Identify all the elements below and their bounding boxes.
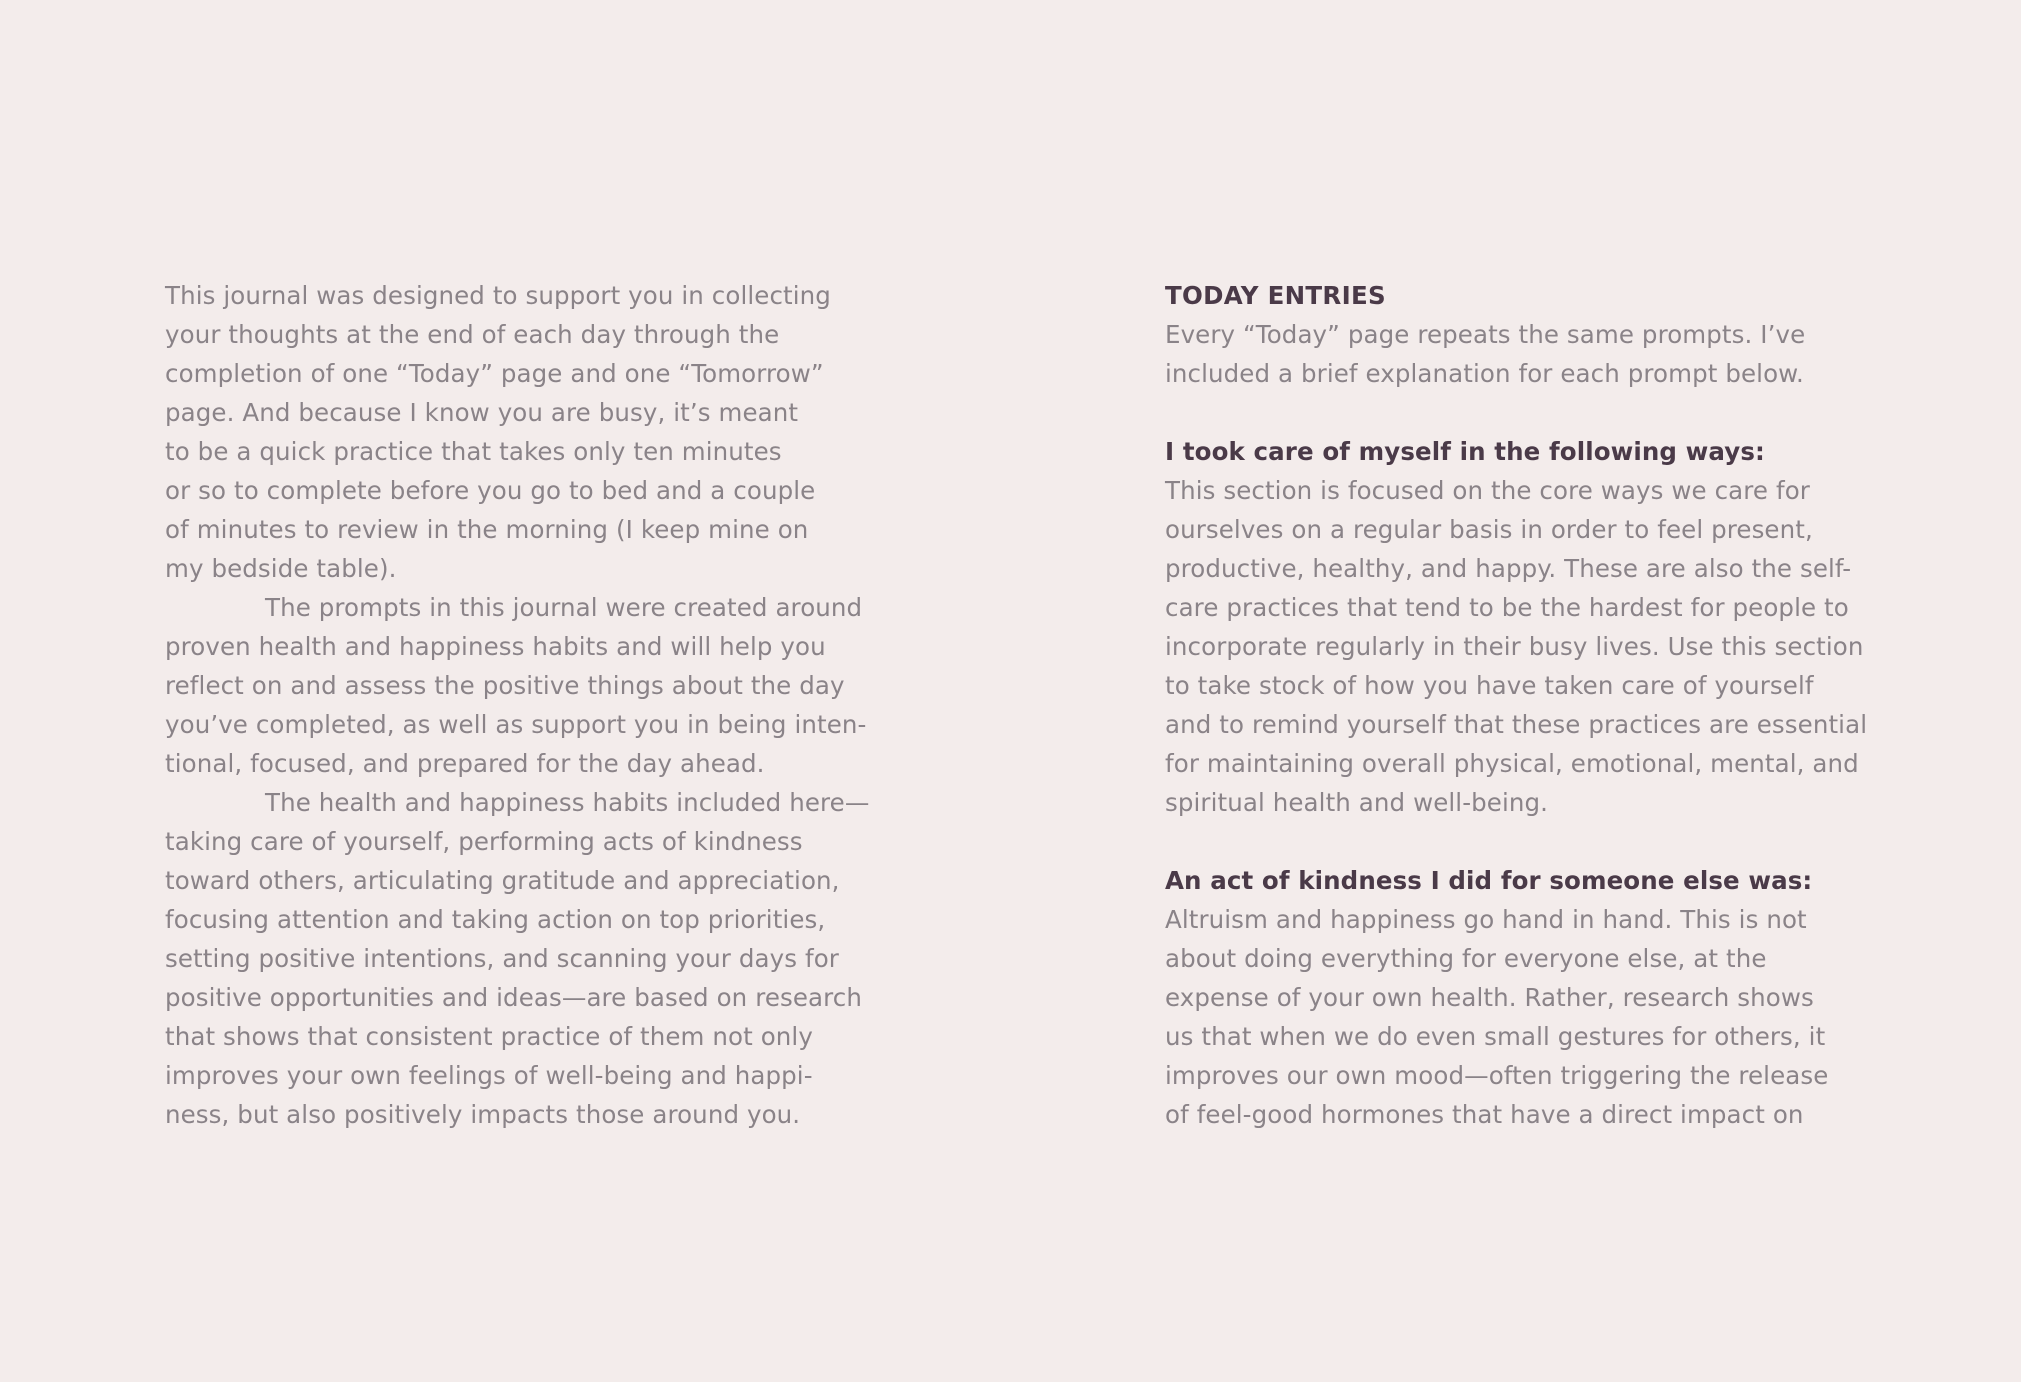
body-line-indented: The health and happiness habits included here—	[265, 788, 870, 817]
body-line: incorporate regularly in their busy lives. Use this section	[1165, 632, 1864, 661]
body-line: us that when we do even small gestures for others, it	[1165, 1022, 1826, 1051]
body-line: proven health and happiness habits and will help you	[165, 632, 826, 661]
body-line: for maintaining overall physical, emotional, mental, and	[1165, 749, 1859, 778]
body-line: completion of one “Today” page and one “Tomorrow”	[165, 359, 824, 388]
body-line: focusing attention and taking action on top priorities,	[165, 905, 826, 934]
body-line: of minutes to review in the morning (I keep mine on	[165, 515, 809, 544]
right-page	[1010, 0, 2020, 1382]
body-line: reflect on and assess the positive things about the day	[165, 671, 845, 700]
right-page-body	[1165, 276, 1925, 1134]
body-line: expense of your own health. Rather, research shows	[1165, 983, 1814, 1012]
prompt-title-self-care: I took care of myself in the following ways:	[1165, 437, 1765, 466]
intro-line: Every “Today” page repeats the same prompts. I’ve	[1165, 320, 1806, 349]
left-page-body	[165, 276, 905, 1134]
body-line: ourselves on a regular basis in order to feel present,	[1165, 515, 1813, 544]
body-line: positive opportunities and ideas—are based on research	[165, 983, 862, 1012]
body-line: improves your own feelings of well-being and happi-	[165, 1061, 813, 1090]
body-line: page. And because I know you are busy, it’s meant	[165, 398, 799, 427]
prompt-title-kindness: An act of kindness I did for someone else was:	[1165, 866, 1813, 895]
spacer	[1165, 822, 1925, 861]
body-line: setting positive intentions, and scanning your days for	[165, 944, 839, 973]
body-line: toward others, articulating gratitude and appreciation,	[165, 866, 840, 895]
body-line: ness, but also positively impacts those around you.	[165, 1100, 801, 1129]
section-heading: TODAY ENTRIES	[1165, 281, 1386, 310]
body-line: spiritual health and well-being.	[1165, 788, 1549, 817]
body-line-indented: The prompts in this journal were created around	[265, 593, 863, 622]
body-line: taking care of yourself, performing acts of kindness	[165, 827, 803, 856]
body-line: your thoughts at the end of each day through the	[165, 320, 780, 349]
body-line: Altruism and happiness go hand in hand. This is not	[1165, 905, 1807, 934]
body-line: to take stock of how you have taken care of yourself	[1165, 671, 1814, 700]
body-line: and to remind yourself that these practices are essential	[1165, 710, 1868, 739]
body-line: about doing everything for everyone else, at the	[1165, 944, 1767, 973]
body-line: This journal was designed to support you in collecting	[165, 281, 831, 310]
body-line: productive, healthy, and happy. These are also the self-	[1165, 554, 1852, 583]
body-line: or so to complete before you go to bed and a couple	[165, 476, 816, 505]
left-page	[0, 0, 1010, 1382]
body-line: to be a quick practice that takes only ten minutes	[165, 437, 782, 466]
body-line: you’ve completed, as well as support you in being inten-	[165, 710, 867, 739]
body-line: This section is focused on the core ways we care for	[1165, 476, 1810, 505]
body-line: of feel-good hormones that have a direct impact on	[1165, 1100, 1804, 1129]
body-line: my bedside table).	[165, 554, 397, 583]
spacer	[1165, 393, 1925, 432]
intro-line: included a brief explanation for each prompt below.	[1165, 359, 1804, 388]
body-line: improves our own mood—often triggering the release	[1165, 1061, 1829, 1090]
body-line: that shows that consistent practice of them not only	[165, 1022, 813, 1051]
body-line: care practices that tend to be the hardest for people to	[1165, 593, 1849, 622]
body-line: tional, focused, and prepared for the day ahead.	[165, 749, 765, 778]
